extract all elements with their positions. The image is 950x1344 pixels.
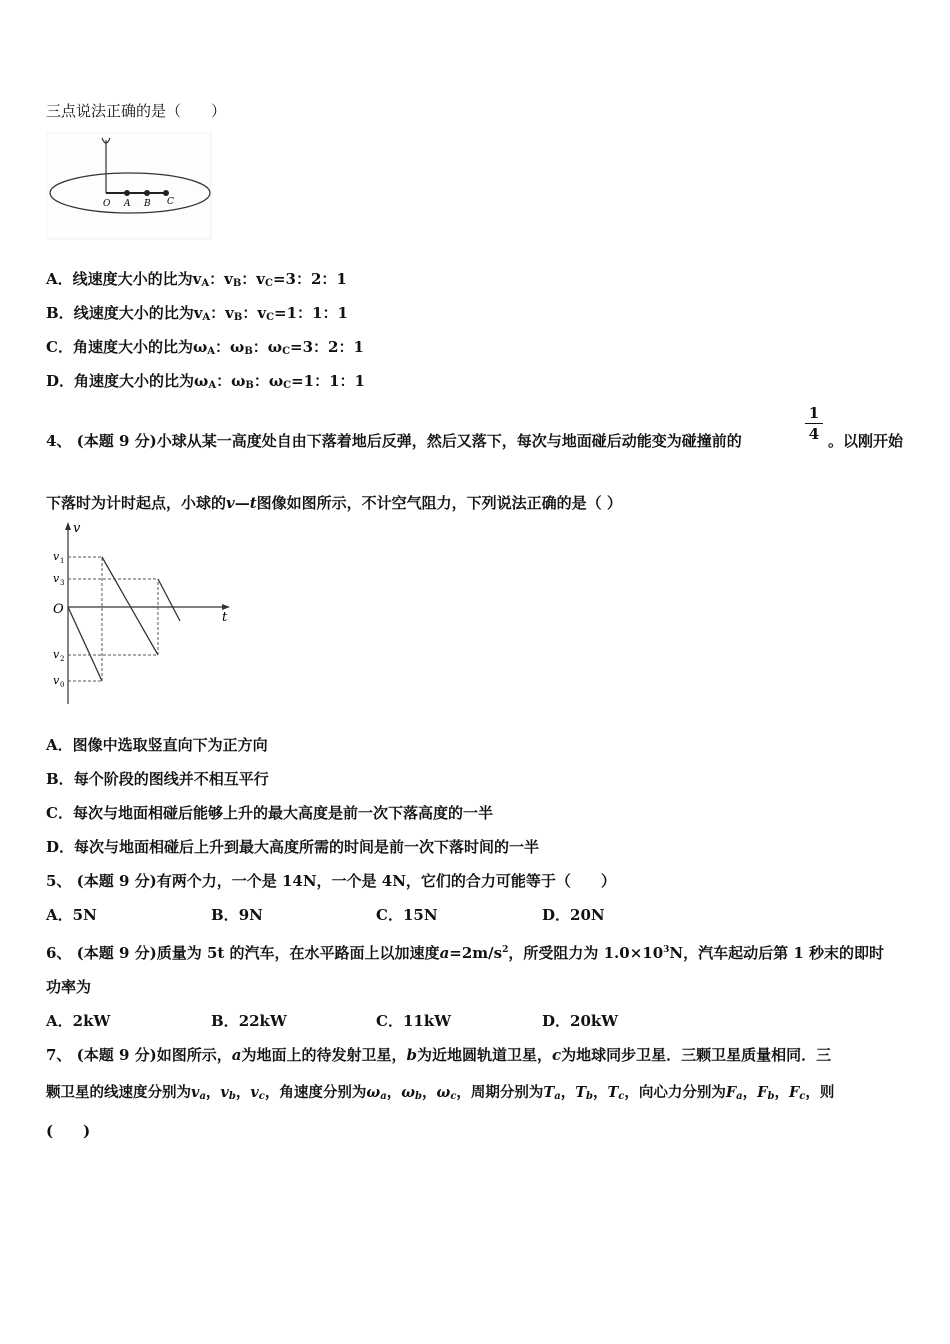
q6-stem: 6、 (本题 9 分)质量为 5t 的汽车，在水平路面上以加速度$a=2m/s^2$，所受阻力为 $1.0\times 10^3N$，汽车起动后第 1 秒末的即时 [46, 944, 884, 962]
label-v2: v [53, 648, 60, 661]
q5-option-c: C．15N [376, 906, 438, 924]
q4-option-a: A．图像中选取竖直向下为正方向 [46, 736, 268, 754]
q6-option-d: D．20kW [542, 1012, 619, 1030]
segment-fall-1 [68, 607, 102, 681]
q6-option-a: A．2kW [46, 1012, 111, 1030]
q3-option-c: C．角速度大小的比为$\omega_A$：$\omega_B$：$\omega_C=3$：2：1 [46, 338, 364, 357]
label-v0: v [53, 674, 60, 687]
q5-stem: 5、 (本题 9 分)有两个力，一个是 14N，一个是 4N，它们的合力可能等于（ ） [46, 872, 616, 890]
q7-line3: ( ) [46, 1122, 91, 1140]
q7-line2: 颗卫星的线速度分别为$v_a$，$v_b$，$v_c$，角速度分别为$\omega_a$，$\omega_b$，$\omega_c$，周期分别为$T_a$，$T_b$，$T_c$，向心力分别为$F_a$，$F_b$，$F_c$，则 [46, 1084, 835, 1102]
label-a: A [124, 199, 131, 209]
q5-option-b: B．9N [211, 906, 263, 924]
q4-vt-graph [46, 520, 242, 710]
point-a [124, 190, 130, 196]
label-t: t [222, 610, 228, 625]
label-origin: O [53, 602, 64, 617]
label-c: C [167, 197, 174, 207]
q3-disc-svg [46, 132, 212, 240]
label-v3: v [53, 572, 60, 585]
label-v3-sub: 3 [60, 579, 65, 587]
q4-option-b: B．每个阶段的图线并不相互平行 [46, 770, 269, 788]
q4-line1-end: 。以刚开始 [828, 432, 904, 450]
point-b [144, 190, 150, 196]
q3-option-d: D．角速度大小的比为$\omega_A$：$\omega_B$：$\omega_C=1$：1：1 [46, 372, 365, 391]
point-c [163, 190, 169, 196]
segment-rise-3 [158, 579, 180, 621]
q4-line1: 4、 (本题 9 分)小球从某一高度处自由下落着地后反弹，然后又落下，每次与地面碰后动能变为碰撞前的 [46, 432, 742, 450]
label-v1-sub: 1 [60, 557, 65, 565]
segment-rise-fall-2 [102, 557, 158, 655]
q5-option-d: D．20N [542, 906, 605, 924]
q6-option-c: C．11kW [376, 1012, 452, 1030]
q3-stem-tail: 三点说法正确的是（ ） [46, 102, 227, 120]
q4-option-c: C．每次与地面相碰后能够上升的最大高度是前一次下落高度的一半 [46, 804, 493, 822]
label-v1: v [53, 550, 60, 563]
label-v: v [73, 521, 81, 536]
label-v2-sub: 2 [60, 655, 65, 663]
q7-line1: 7、 (本题 9 分)如图所示，a为地面上的待发射卫星，b为近地圆轨道卫星，c为地球同步卫星．三颗卫星质量相同．三 [46, 1046, 832, 1064]
label-o: O [103, 199, 111, 209]
label-b: B [144, 199, 151, 209]
q5-option-a: A．5N [46, 906, 97, 924]
q3-option-a: A．线速度大小的比为$v_A$：$v_B$：$v_C=3$：2：1 [46, 270, 347, 289]
label-v0-sub: 0 [60, 681, 65, 689]
q4-option-d: D．每次与地面相碰后上升到最大高度所需的时间是前一次下落时间的一半 [46, 838, 540, 856]
q4-line2: 下落时为计时起点，小球的v—t图像如图所示，不计空气阻力，下列说法正确的是（ ） [46, 494, 622, 512]
q4-vt-svg [46, 520, 242, 706]
q4-fraction: 1 4 [805, 404, 823, 443]
v-axis-arrow-icon [65, 522, 71, 530]
q6-stem-line2: 功率为 [46, 978, 92, 996]
q3-disc-figure [46, 132, 212, 244]
q3-option-b: B．线速度大小的比为$v_A$：$v_B$：$v_C=1$：1：1 [46, 304, 348, 323]
q6-option-b: B．22kW [211, 1012, 287, 1030]
